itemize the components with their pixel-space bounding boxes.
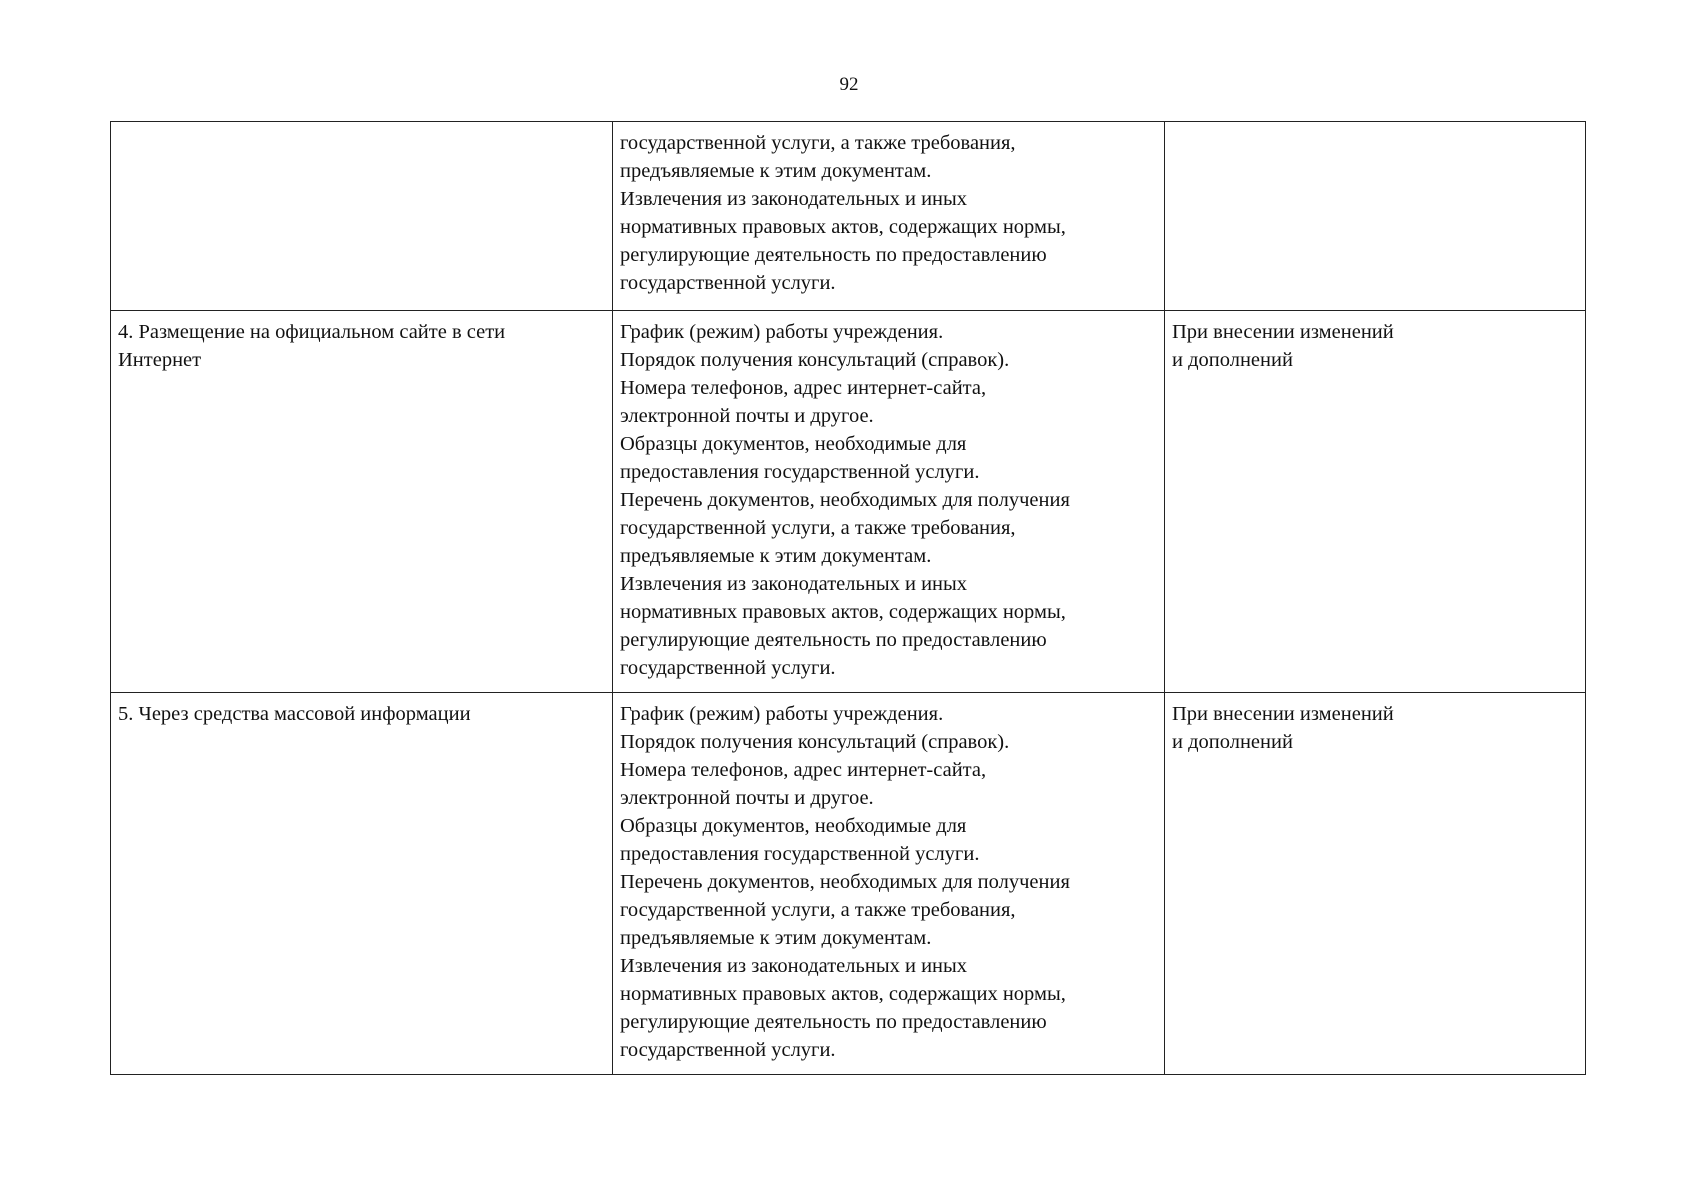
cell-text-line: 5. Через средства массовой информации <box>118 703 471 725</box>
table-body <box>111 122 1586 1075</box>
cell-text-line: электронной почты и другое. <box>620 787 874 809</box>
page-number: 92 <box>839 74 859 95</box>
cell-text-line: государственной услуги, а также требования, <box>620 132 1016 154</box>
cell-text-line: Извлечения из законодательных и иных <box>620 955 968 977</box>
method-cell <box>111 122 613 311</box>
cell-text-line: Интернет <box>118 349 202 371</box>
cell-text-line: нормативных правовых актов, содержащих нормы, <box>620 983 1066 1005</box>
method-cell <box>111 311 613 693</box>
content-cell <box>613 693 1165 1075</box>
method-cell <box>111 693 613 1075</box>
cell-text-line: предоставления государственной услуги. <box>620 843 980 865</box>
cell-text-line: нормативных правовых актов, содержащих нормы, <box>620 601 1066 623</box>
table-row <box>111 693 1586 1075</box>
cell-text-line: и дополнений <box>1172 349 1293 371</box>
cell-text-line: и дополнений <box>1172 731 1293 753</box>
cell-text-line: государственной услуги. <box>620 272 836 294</box>
cell-text-line: Перечень документов, необходимых для получения <box>620 871 1070 893</box>
cell-text-line: регулирующие деятельность по предоставлению <box>620 1011 1047 1033</box>
table-row <box>111 122 1586 311</box>
frequency-cell <box>1165 122 1586 311</box>
cell-text-line: предъявляемые к этим документам. <box>620 545 932 567</box>
frequency-cell <box>1165 693 1586 1075</box>
cell-text-line: нормативных правовых актов, содержащих нормы, <box>620 216 1066 238</box>
cell-text-line: Порядок получения консультаций (справок). <box>620 349 1010 371</box>
cell-text-line: График (режим) работы учреждения. <box>620 321 944 343</box>
cell-text-line: регулирующие деятельность по предоставлению <box>620 244 1047 266</box>
cell-text-line: Образцы документов, необходимые для <box>620 815 967 837</box>
table-row <box>111 311 1586 693</box>
cell-text-line: Извлечения из законодательных и иных <box>620 573 968 595</box>
frequency-cell <box>1165 311 1586 693</box>
content-cell <box>613 311 1165 693</box>
cell-text-line: предъявляемые к этим документам. <box>620 927 932 949</box>
cell-text-line: Образцы документов, необходимые для <box>620 433 967 455</box>
cell-text-line: При внесении изменений <box>1172 321 1394 343</box>
cell-text-line: График (режим) работы учреждения. <box>620 703 944 725</box>
cell-text-line: Извлечения из законодательных и иных <box>620 188 968 210</box>
cell-text-line: регулирующие деятельность по предоставлению <box>620 629 1047 651</box>
cell-text-line: электронной почты и другое. <box>620 405 874 427</box>
cell-text-line: государственной услуги. <box>620 1039 836 1061</box>
cell-text-line: 4. Размещение на официальном сайте в сети <box>118 321 506 343</box>
cell-text-line: Номера телефонов, адрес интернет-сайта, <box>620 377 987 399</box>
cell-text-line: Номера телефонов, адрес интернет-сайта, <box>620 759 987 781</box>
cell-text-line: При внесении изменений <box>1172 703 1394 725</box>
cell-text-line: государственной услуги, а также требования, <box>620 517 1016 539</box>
content-cell <box>613 122 1165 311</box>
cell-text-line: Порядок получения консультаций (справок). <box>620 731 1010 753</box>
cell-text-line: государственной услуги, а также требования, <box>620 899 1016 921</box>
info-table <box>110 121 1586 1075</box>
cell-text-line: государственной услуги. <box>620 657 836 679</box>
cell-text-line: предъявляемые к этим документам. <box>620 160 932 182</box>
cell-text-line: предоставления государственной услуги. <box>620 461 980 483</box>
cell-text-line: Перечень документов, необходимых для получения <box>620 489 1070 511</box>
